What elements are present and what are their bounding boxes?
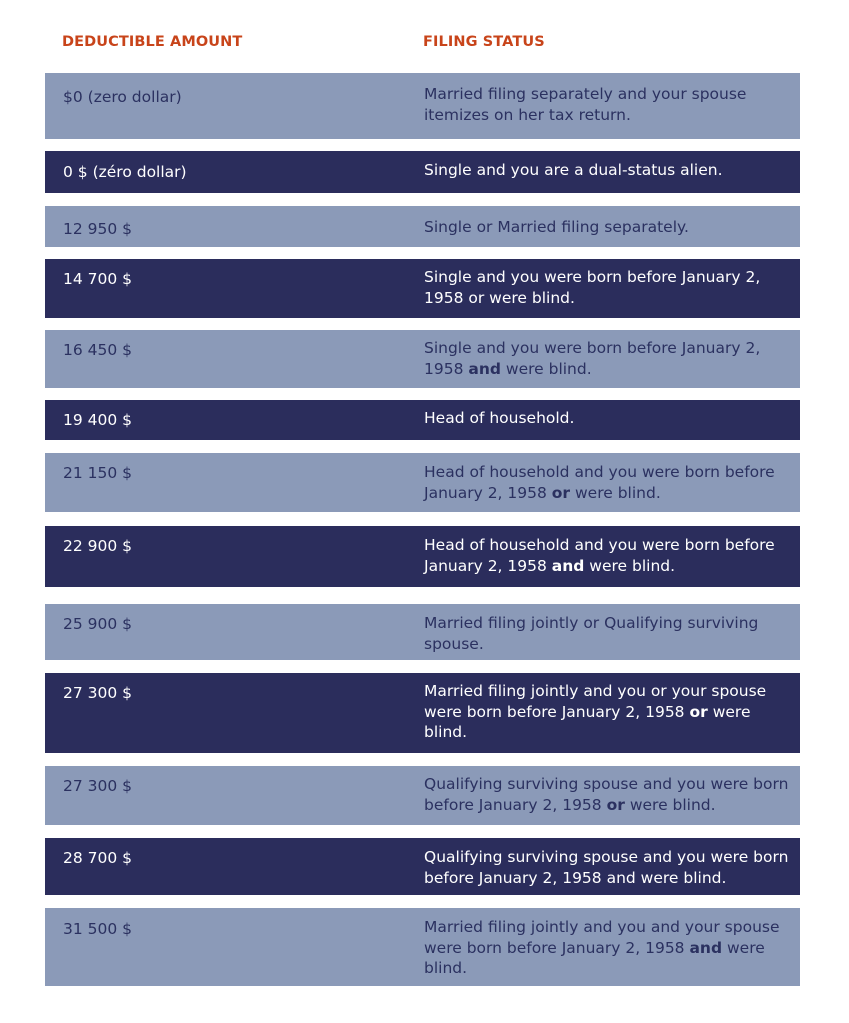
table-row <box>45 206 800 247</box>
filing-status-cell: Single and you are a dual-status alien. <box>424 161 723 179</box>
table-row <box>45 151 800 193</box>
table-row <box>45 838 800 895</box>
deductible-amount-cell: 14 700 $ <box>63 270 133 288</box>
table-row <box>45 400 800 440</box>
table-row <box>45 330 800 388</box>
filing-status-cell: Qualifying surviving spouse and you were born before January 2, 1958 and were blind. <box>424 848 789 887</box>
deductible-amount-cell: 31 500 $ <box>63 920 133 938</box>
filing-status-cell: Single or Married filing separately. <box>424 218 689 236</box>
table-row <box>45 73 800 139</box>
deductible-amount-cell: 19 400 $ <box>63 411 133 429</box>
deductible-amount-cell: $0 (zero dollar) <box>63 88 182 106</box>
deductible-amount-cell: 27 300 $ <box>63 777 133 795</box>
deductible-amount-cell: 22 900 $ <box>63 537 133 555</box>
filing-status-cell: Single and you were born before January 2, 1958 and were blind. <box>424 339 761 378</box>
deductible-amount-cell: 27 300 $ <box>63 684 133 702</box>
filing-status-cell: Married filing jointly or Qualifying surviving spouse. <box>424 614 759 653</box>
filing-status-cell: Married filing jointly and you and your spouse were born before January 2, 1958 and were blind. <box>424 918 780 977</box>
filing-status-cell: Married filing jointly and you or your spouse were born before January 2, 1958 or were blind. <box>424 682 767 741</box>
filing-status-cell: Head of household and you were born before January 2, 1958 or were blind. <box>424 463 775 502</box>
table-row <box>45 908 800 986</box>
table-row <box>45 259 800 318</box>
deductible-amount-cell: 25 900 $ <box>63 615 133 633</box>
table-row <box>45 526 800 587</box>
table-row <box>45 766 800 825</box>
deductible-amount-cell: 12 950 $ <box>63 220 133 238</box>
filing-status-cell: Head of household and you were born before January 2, 1958 and were blind. <box>424 536 775 575</box>
header-filing-status: FILING STATUS <box>423 34 545 50</box>
deductible-amount-cell: 28 700 $ <box>63 849 133 867</box>
filing-status-cell: Single and you were born before January 2, 1958 or were blind. <box>424 268 761 307</box>
filing-status-cell: Head of household. <box>424 409 575 427</box>
filing-status-cell: Qualifying surviving spouse and you were born before January 2, 1958 or were blind. <box>424 775 789 814</box>
header-deductible-amount: DEDUCTIBLE AMOUNT <box>62 34 243 50</box>
table-row <box>45 453 800 512</box>
table-row <box>45 604 800 660</box>
filing-status-cell: Married filing separately and your spouse itemizes on her tax return. <box>424 85 747 124</box>
deductible-amount-cell: 0 $ (zéro dollar) <box>63 163 187 181</box>
deductible-amount-cell: 16 450 $ <box>63 341 133 359</box>
table-row <box>45 673 800 753</box>
deductible-amount-cell: 21 150 $ <box>63 464 133 482</box>
